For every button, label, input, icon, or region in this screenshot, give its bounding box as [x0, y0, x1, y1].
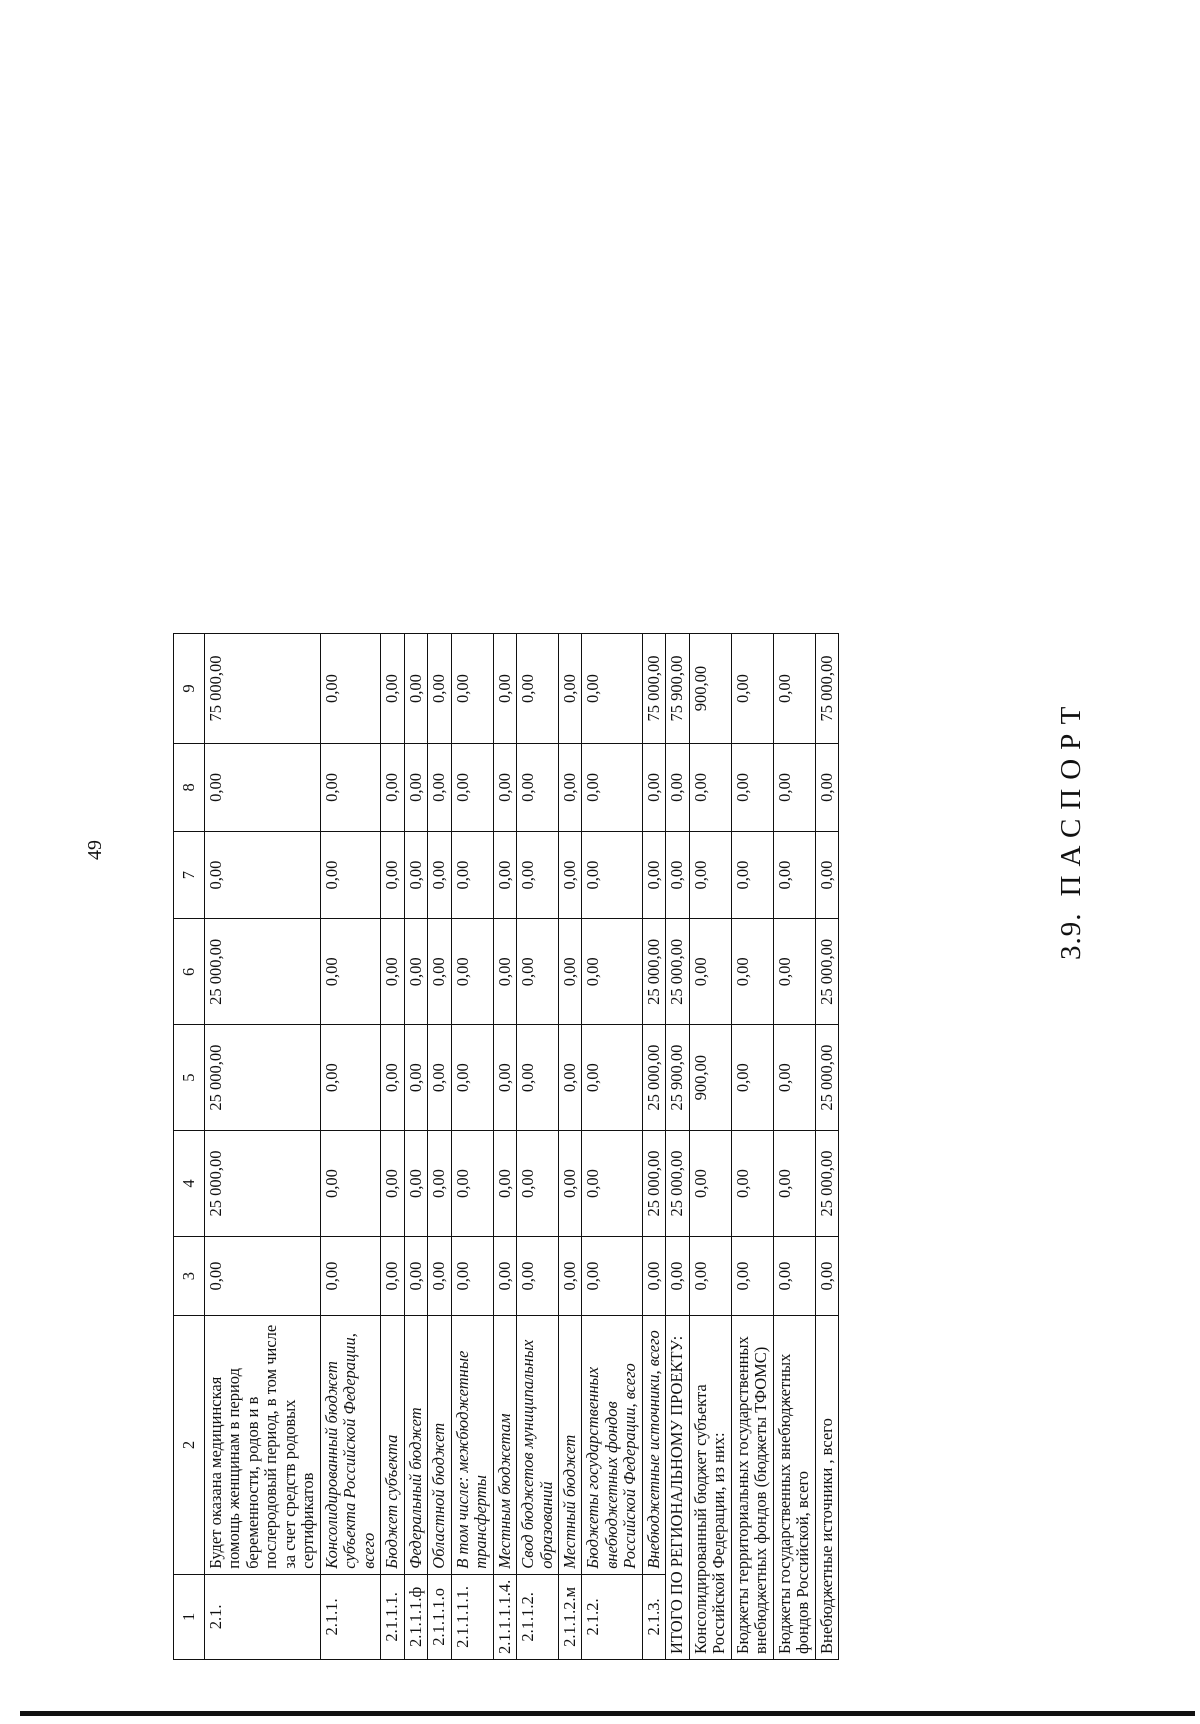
- section-number: 3.9.: [1055, 912, 1087, 960]
- column-header: 3: [174, 1236, 205, 1315]
- summary-value: 0,00: [773, 744, 815, 832]
- row-value: 0,00: [428, 1025, 451, 1131]
- summary-value: 25 000,00: [815, 1025, 838, 1131]
- row-value: 0,00: [381, 744, 404, 832]
- column-header: 5: [174, 1025, 205, 1131]
- row-value: 0,00: [428, 1236, 451, 1315]
- row-name: Будет оказана медицинская помощь женщинам в период беременности, родов и в послеродовый период, в том числе за счет средств родовых сертификатов: [205, 1316, 321, 1575]
- column-header: 4: [174, 1131, 205, 1237]
- row-code: 2.1.1.1.1.: [451, 1574, 493, 1659]
- row-value: 0,00: [320, 744, 380, 832]
- table-row: [451, 634, 493, 1660]
- row-value: 0,00: [205, 744, 321, 832]
- summary-value: 0,00: [773, 919, 815, 1025]
- summary-value: 0,00: [773, 1131, 815, 1237]
- row-value: 0,00: [558, 744, 581, 832]
- row-value: 0,00: [582, 831, 642, 919]
- summary-label: Бюджеты территориальных государственных внебюджетных фондов (бюджеты ТФОМС): [731, 1316, 773, 1660]
- summary-value: 25 000,00: [815, 1131, 838, 1237]
- column-number-row: [174, 634, 205, 1660]
- summary-value: 0,00: [815, 831, 838, 919]
- table-row: [642, 634, 665, 1660]
- summary-value: 25 900,00: [666, 1025, 689, 1131]
- row-value: 0,00: [642, 831, 665, 919]
- table-row: [428, 634, 451, 1660]
- row-value: 0,00: [517, 1025, 559, 1131]
- column-header: 7: [174, 831, 205, 919]
- summary-row: [815, 634, 838, 1660]
- summary-value: 0,00: [666, 1236, 689, 1315]
- row-value: 0,00: [558, 1131, 581, 1237]
- summary-value: 0,00: [666, 744, 689, 832]
- summary-value: 0,00: [689, 744, 731, 832]
- budget-table: [173, 633, 839, 1660]
- summary-value: 0,00: [731, 1236, 773, 1315]
- row-value: 0,00: [404, 1131, 427, 1237]
- row-value: 0,00: [381, 634, 404, 744]
- row-value: 0,00: [517, 919, 559, 1025]
- row-value: 0,00: [582, 1025, 642, 1131]
- row-name: Внебюджетные источники, всего: [642, 1316, 665, 1575]
- row-value: 0,00: [642, 1236, 665, 1315]
- row-name: В том числе: межбюджетные трансферты: [451, 1316, 493, 1575]
- row-value: 0,00: [320, 1131, 380, 1237]
- row-code: 2.1.2.: [582, 1574, 642, 1659]
- table-row: [493, 634, 516, 1660]
- row-value: 0,00: [517, 634, 559, 744]
- summary-value: 0,00: [666, 831, 689, 919]
- row-value: 0,00: [582, 634, 642, 744]
- row-value: 0,00: [493, 744, 516, 832]
- budget-table-container: [173, 633, 839, 1660]
- row-value: 0,00: [517, 744, 559, 832]
- row-name: Бюджеты государственных внебюджетных фондов Российской Федерации, всего: [582, 1316, 642, 1575]
- row-value: 0,00: [381, 919, 404, 1025]
- row-value: 0,00: [404, 1236, 427, 1315]
- summary-value: 0,00: [731, 1131, 773, 1237]
- row-value: 0,00: [517, 1236, 559, 1315]
- table-row: [381, 634, 404, 1660]
- row-code: 2.1.3.: [642, 1574, 665, 1659]
- row-value: 0,00: [428, 919, 451, 1025]
- summary-value: 25 000,00: [666, 919, 689, 1025]
- row-name: Местным бюджетам: [493, 1316, 516, 1575]
- summary-value: 0,00: [773, 1025, 815, 1131]
- row-value: 0,00: [451, 744, 493, 832]
- summary-value: 25 000,00: [666, 1131, 689, 1237]
- row-name: Местный бюджет: [558, 1316, 581, 1575]
- row-value: 0,00: [582, 1236, 642, 1315]
- row-name: Федеральный бюджет: [404, 1316, 427, 1575]
- summary-value: 0,00: [689, 1131, 731, 1237]
- row-value: 0,00: [451, 1131, 493, 1237]
- table-row: [404, 634, 427, 1660]
- row-name: Консолидированный бюджет субъекта Российской Федерации, всего: [320, 1316, 380, 1575]
- row-name: Бюджет субъекта: [381, 1316, 404, 1575]
- row-value: 0,00: [320, 831, 380, 919]
- row-value: 0,00: [451, 919, 493, 1025]
- row-value: 0,00: [582, 919, 642, 1025]
- row-value: 0,00: [205, 831, 321, 919]
- table-row: [558, 634, 581, 1660]
- summary-value: 0,00: [731, 634, 773, 744]
- summary-value: 75 900,00: [666, 634, 689, 744]
- row-value: 75 000,00: [205, 634, 321, 744]
- column-header: 2: [174, 1316, 205, 1575]
- summary-value: 900,00: [689, 1025, 731, 1131]
- table-row: [582, 634, 642, 1660]
- summary-row: [666, 634, 689, 1660]
- row-value: 0,00: [582, 1131, 642, 1237]
- row-value: 0,00: [517, 831, 559, 919]
- row-value: 0,00: [404, 634, 427, 744]
- row-code: 2.1.1.1.1.4.: [493, 1574, 516, 1659]
- row-value: 25 000,00: [642, 919, 665, 1025]
- summary-value: 25 000,00: [815, 919, 838, 1025]
- row-code: 2.1.1.: [320, 1574, 380, 1659]
- summary-value: 0,00: [689, 919, 731, 1025]
- row-value: 0,00: [558, 919, 581, 1025]
- summary-value: 0,00: [689, 831, 731, 919]
- row-value: 0,00: [205, 1236, 321, 1315]
- row-value: 0,00: [493, 1025, 516, 1131]
- row-value: 0,00: [381, 1025, 404, 1131]
- row-value: 0,00: [320, 1236, 380, 1315]
- row-value: 0,00: [493, 1131, 516, 1237]
- row-value: 0,00: [642, 744, 665, 832]
- row-value: 0,00: [404, 831, 427, 919]
- row-value: 0,00: [451, 1025, 493, 1131]
- row-value: 0,00: [493, 831, 516, 919]
- summary-value: 0,00: [773, 831, 815, 919]
- row-value: 0,00: [558, 1236, 581, 1315]
- row-value: 0,00: [404, 1025, 427, 1131]
- row-value: 75 000,00: [642, 634, 665, 744]
- row-value: 25 000,00: [205, 1025, 321, 1131]
- summary-value: 75 000,00: [815, 634, 838, 744]
- summary-value: 0,00: [731, 1025, 773, 1131]
- row-value: 0,00: [404, 919, 427, 1025]
- row-value: 0,00: [381, 1131, 404, 1237]
- summary-row: [773, 634, 815, 1660]
- row-value: 0,00: [428, 744, 451, 832]
- row-value: 0,00: [493, 919, 516, 1025]
- summary-value: 0,00: [731, 744, 773, 832]
- summary-value: 0,00: [815, 1236, 838, 1315]
- row-code: 2.1.1.1.: [381, 1574, 404, 1659]
- summary-label: Бюджеты государственных внебюджетных фондов Российской, всего: [773, 1316, 815, 1660]
- row-name: Свод бюджетов муниципальных образований: [517, 1316, 559, 1575]
- row-value: 25 000,00: [205, 1131, 321, 1237]
- row-code: 2.1.1.1.ф: [404, 1574, 427, 1659]
- table-row: [205, 634, 321, 1660]
- row-value: 0,00: [428, 634, 451, 744]
- row-value: 0,00: [428, 831, 451, 919]
- row-value: 0,00: [558, 634, 581, 744]
- summary-value: 0,00: [731, 831, 773, 919]
- row-value: 0,00: [451, 1236, 493, 1315]
- column-header: 9: [174, 634, 205, 744]
- summary-row: [689, 634, 731, 1660]
- row-value: 0,00: [320, 1025, 380, 1131]
- row-value: 0,00: [558, 1025, 581, 1131]
- row-value: 0,00: [381, 831, 404, 919]
- table-body: [205, 634, 839, 1660]
- table-row: [517, 634, 559, 1660]
- column-header: 1: [174, 1574, 205, 1659]
- section-title: ПАСПОРТ: [1055, 697, 1087, 897]
- row-value: 0,00: [404, 744, 427, 832]
- row-name: Областной бюджет: [428, 1316, 451, 1575]
- row-value: 0,00: [320, 919, 380, 1025]
- row-value: 0,00: [320, 634, 380, 744]
- column-header: 8: [174, 744, 205, 832]
- summary-value: 0,00: [773, 634, 815, 744]
- row-value: 0,00: [517, 1131, 559, 1237]
- row-value: 25 000,00: [205, 919, 321, 1025]
- row-value: 0,00: [493, 634, 516, 744]
- row-value: 0,00: [493, 1236, 516, 1315]
- bottom-rule: [20, 1711, 1195, 1716]
- summary-value: 0,00: [731, 919, 773, 1025]
- row-value: 0,00: [558, 831, 581, 919]
- page-number: 49: [84, 840, 106, 860]
- summary-label: Внебюджетные источники , всего: [815, 1316, 838, 1660]
- row-code: 2.1.1.2.: [517, 1574, 559, 1659]
- summary-label: ИТОГО ПО РЕГИОНАЛЬНОМУ ПРОЕКТУ:: [666, 1316, 689, 1660]
- row-value: 0,00: [582, 744, 642, 832]
- row-value: 0,00: [451, 831, 493, 919]
- row-value: 0,00: [381, 1236, 404, 1315]
- summary-value: 0,00: [773, 1236, 815, 1315]
- summary-value: 900,00: [689, 634, 731, 744]
- table-row: [320, 634, 380, 1660]
- row-value: 0,00: [451, 634, 493, 744]
- row-value: 25 000,00: [642, 1025, 665, 1131]
- row-value: 25 000,00: [642, 1131, 665, 1237]
- section-heading: [1055, 698, 1088, 960]
- summary-label: Консолидированный бюджет субъекта Российской Федерации, из них:: [689, 1316, 731, 1660]
- row-value: 0,00: [428, 1131, 451, 1237]
- summary-value: 0,00: [689, 1236, 731, 1315]
- row-code: 2.1.1.2.м: [558, 1574, 581, 1659]
- summary-value: 0,00: [815, 744, 838, 832]
- summary-row: [731, 634, 773, 1660]
- row-code: 2.1.: [205, 1574, 321, 1659]
- row-code: 2.1.1.1.о: [428, 1574, 451, 1659]
- column-header: 6: [174, 919, 205, 1025]
